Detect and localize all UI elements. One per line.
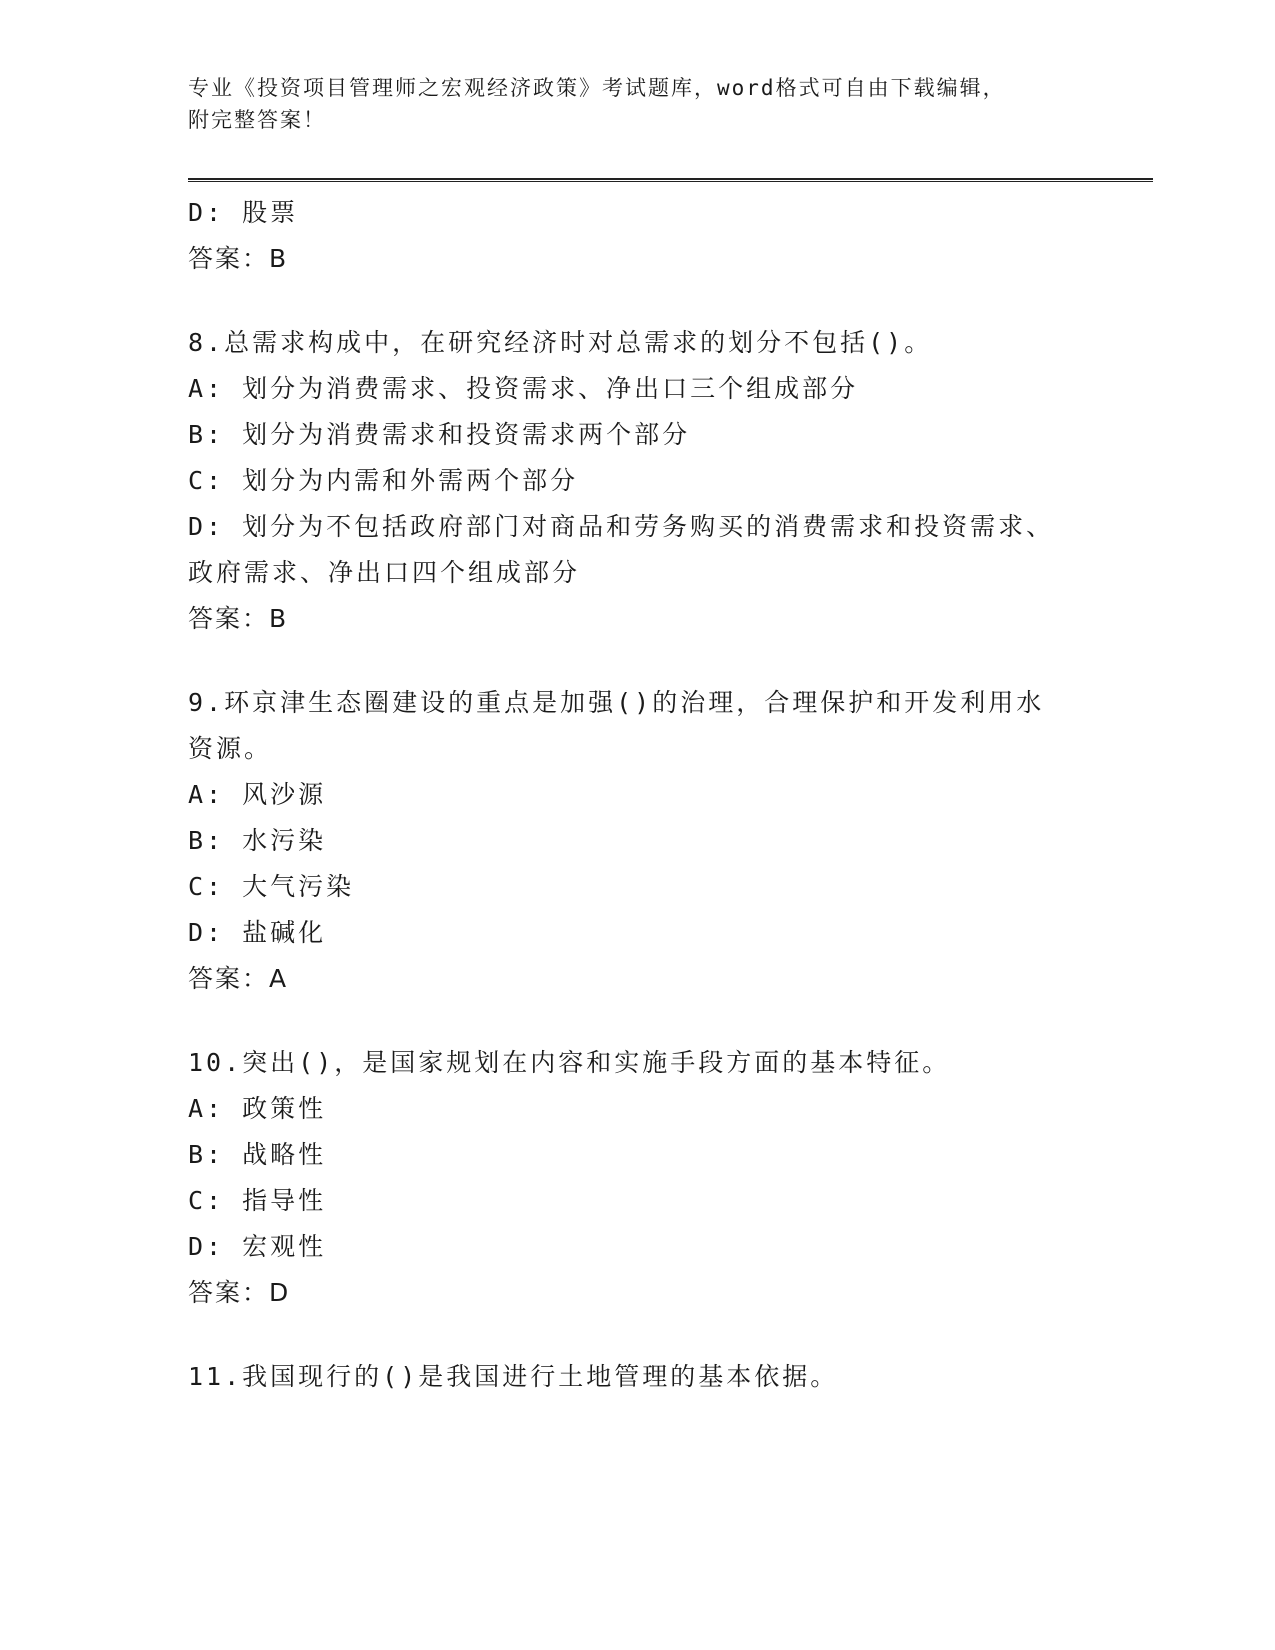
question-8-option-a: A: 划分为消费需求、投资需求、净出口三个组成部分 — [188, 374, 859, 403]
question-9-option-d: D: 盐碱化 — [188, 918, 327, 947]
question-8-option-d-line-1: D: 划分为不包括政府部门对商品和劳务购买的消费需求和投资需求、 — [188, 512, 1055, 541]
header-line-2: 附完整答案！ — [188, 108, 326, 132]
question-8-option-b: B: 划分为消费需求和投资需求两个部分 — [188, 420, 691, 449]
answer-line-7: 答案：B — [188, 244, 289, 273]
question-8-stem: 8.总需求构成中，在研究经济时对总需求的划分不包括()。 — [188, 328, 933, 357]
question-10 — [188, 1040, 1088, 1316]
question-8 — [188, 320, 1088, 642]
question-8-option-d-line-2: 政府需求、净出口四个组成部分 — [188, 558, 581, 587]
header-line-1: 专业《投资项目管理师之宏观经济政策》考试题库，word格式可自由下载编辑， — [188, 76, 1006, 100]
document-header — [188, 72, 1068, 136]
question-10-option-d: D: 宏观性 — [188, 1232, 327, 1261]
question-9-stem-line-1: 9.环京津生态圈建设的重点是加强()的治理，合理保护和开发利用水 — [188, 688, 1045, 717]
question-10-option-b: B: 战略性 — [188, 1140, 327, 1169]
question-9-stem-line-2: 资源。 — [188, 734, 273, 763]
question-9-option-c: C: 大气污染 — [188, 872, 355, 901]
question-10-option-c: C: 指导性 — [188, 1186, 327, 1215]
question-9-option-a: A: 风沙源 — [188, 780, 327, 809]
question-10-option-a: A: 政策性 — [188, 1094, 327, 1123]
question-content — [188, 190, 1088, 1400]
question-9-answer: 答案：A — [188, 964, 289, 993]
question-10-answer: 答案：D — [188, 1278, 291, 1307]
option-d-continued: D: 股票 — [188, 198, 299, 227]
question-10-stem: 10.突出()，是国家规划在内容和实施手段方面的基本特征。 — [188, 1048, 951, 1077]
header-divider — [188, 178, 1153, 182]
question-8-option-c: C: 划分为内需和外需两个部分 — [188, 466, 579, 495]
question-9 — [188, 680, 1088, 1002]
question-8-answer: 答案：B — [188, 604, 289, 633]
question-11 — [188, 1354, 1088, 1400]
question-11-stem: 11.我国现行的()是我国进行土地管理的基本依据。 — [188, 1362, 839, 1391]
question-9-option-b: B: 水污染 — [188, 826, 327, 855]
